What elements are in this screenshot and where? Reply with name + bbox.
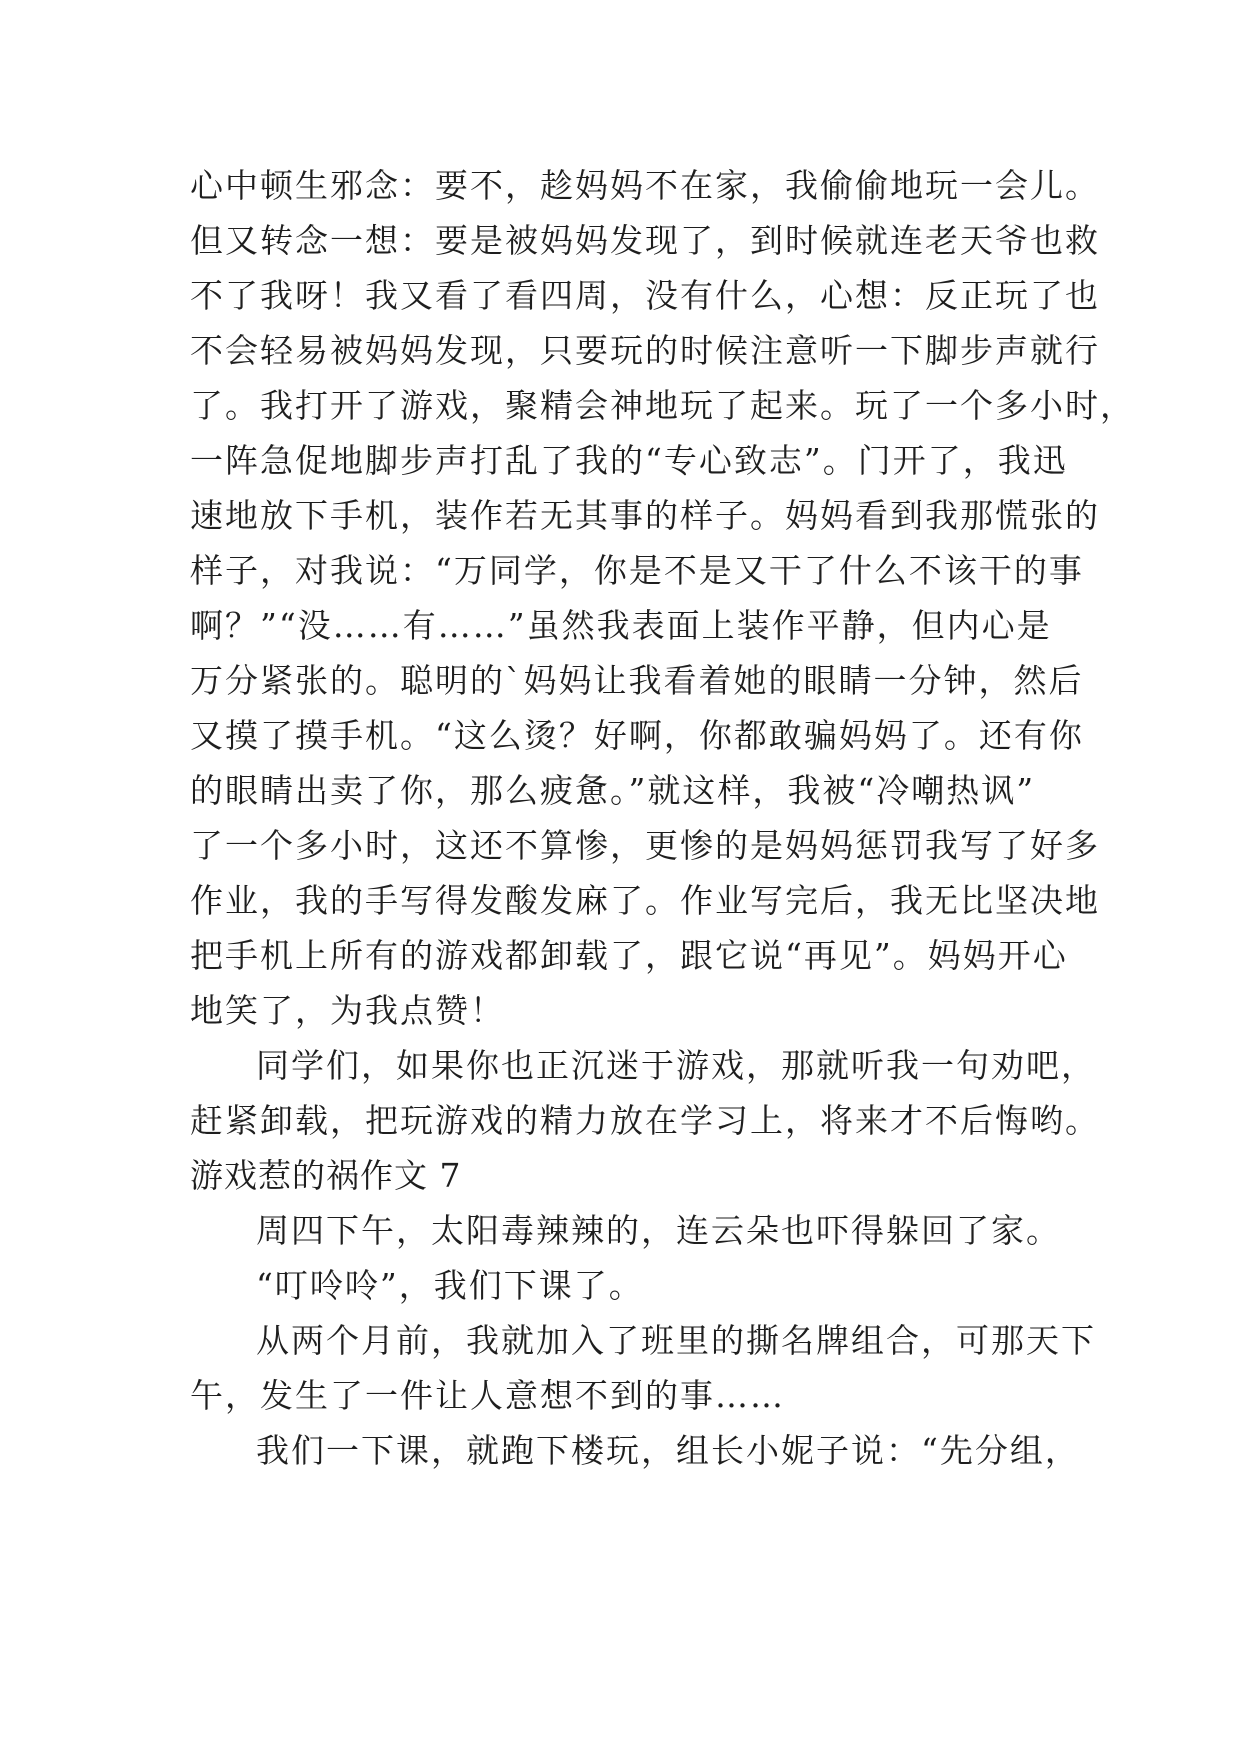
paragraph-start-line: 同学们，如果你也正沉迷于游戏，那就听我一句劝吧， <box>256 1046 1096 1085</box>
text-line: 心中顿生邪念：要不，趁妈妈不在家，我偷偷地玩一会儿。 <box>190 166 1100 205</box>
text-line: 了一个多小时，这还不算惨，更惨的是妈妈惩罚我写了好多 <box>190 826 1100 865</box>
text-line: 一阵急促地脚步声打乱了我的“专心致志”。门开了，我迅 <box>190 441 1068 480</box>
text-line: 万分紧张的。聪明的`妈妈让我看着她的眼睛一分钟，然后 <box>190 661 1084 700</box>
paragraph-start-line: 我们一下课，就跑下楼玩，组长小妮子说：“先分组， <box>256 1431 1080 1470</box>
text-line: 作业，我的手写得发酸发麻了。作业写完后，我无比坚决地 <box>190 881 1100 920</box>
text-line: 了。我打开了游戏，聚精会神地玩了起来。玩了一个多小时， <box>190 386 1135 425</box>
paragraph-start-line: “叮呤呤”，我们下课了。 <box>256 1266 644 1305</box>
text-line: 但又转念一想：要是被妈妈发现了，到时候就连老天爷也救 <box>190 221 1100 260</box>
text-line: 的眼睛出卖了你，那么疲惫。”就这样，我被“冷嘲热讽” <box>190 771 1036 810</box>
section-heading: 游戏惹的祸作文 7 <box>190 1156 462 1195</box>
text-line: 啊？”“没……有……”虽然我表面上装作平静，但内心是 <box>190 606 1052 645</box>
text-line: 又摸了摸手机。“这么烫？好啊，你都敢骗妈妈了。还有你 <box>190 716 1084 755</box>
text-line: 不会轻易被妈妈发现，只要玩的时候注意听一下脚步声就行 <box>190 331 1100 370</box>
document-body <box>190 158 1135 1478</box>
text-line: 不了我呀！我又看了看四周，没有什么，心想：反正玩了也 <box>190 276 1100 315</box>
text-line: 地笑了，为我点赞！ <box>190 991 505 1030</box>
text-line: 把手机上所有的游戏都卸载了，跟它说“再见”。妈妈开心 <box>190 936 1068 975</box>
paragraph-start-line: 周四下午，太阳毒辣辣的，连云朵也吓得躲回了家。 <box>256 1211 1061 1250</box>
text-line: 赶紧卸载，把玩游戏的精力放在学习上，将来才不后悔哟。 <box>190 1101 1100 1140</box>
text-line: 午，发生了一件让人意想不到的事…… <box>190 1376 785 1415</box>
paragraph-start-line: 从两个月前，我就加入了班里的撕名牌组合，可那天下 <box>256 1321 1096 1360</box>
text-line: 速地放下手机，装作若无其事的样子。妈妈看到我那慌张的 <box>190 496 1100 535</box>
text-line: 样子，对我说：“万同学，你是不是又干了什么不该干的事 <box>190 551 1084 590</box>
